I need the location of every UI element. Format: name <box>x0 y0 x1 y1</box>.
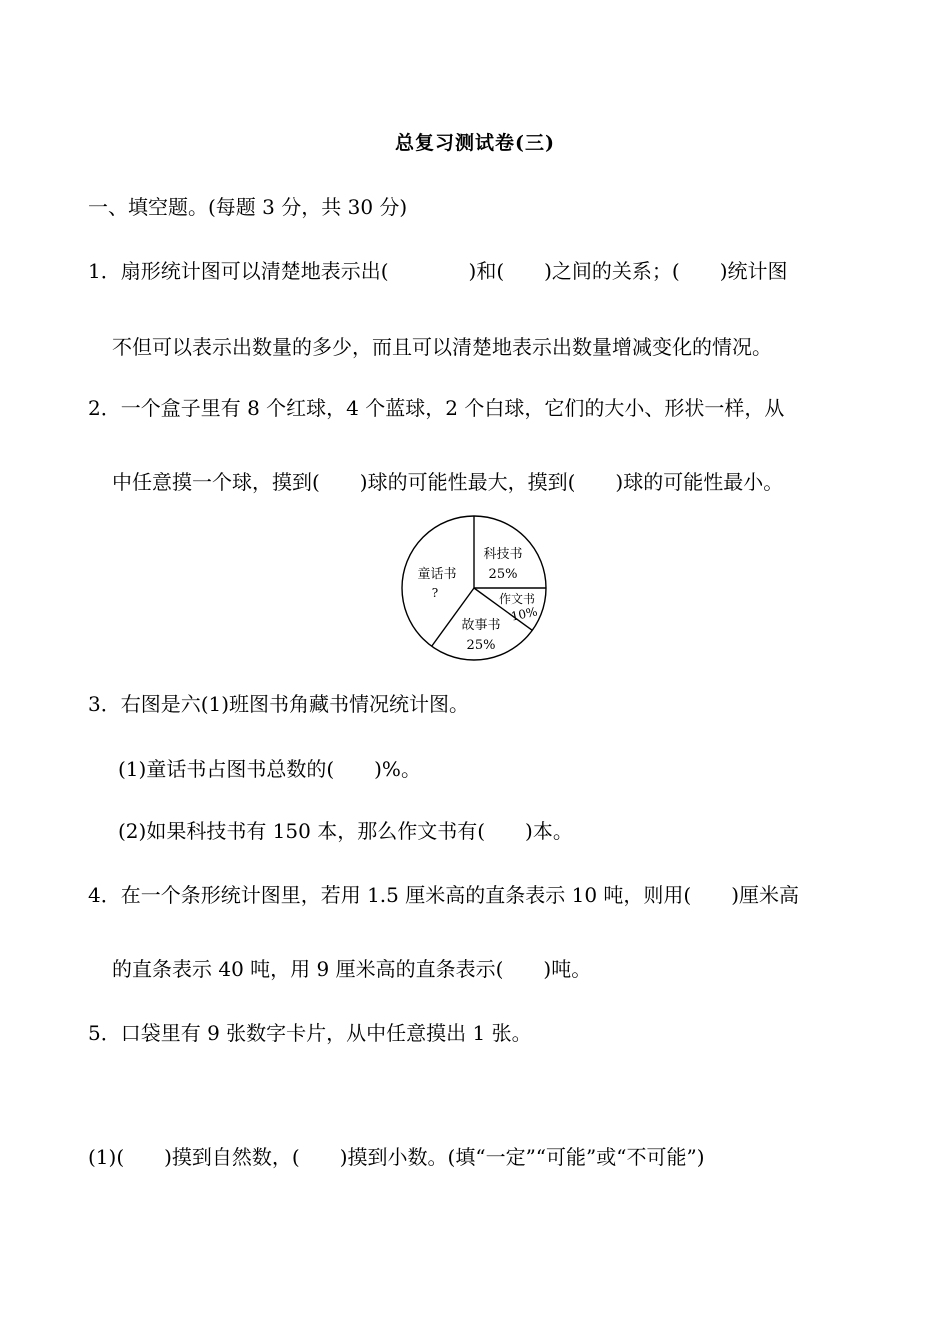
question-3-sub-1: (1)童话书占图书总数的( )%。 <box>118 757 421 781</box>
question-1-line-1: 1．扇形统计图可以清楚地表示出( )和( )之间的关系；( )统计图 <box>88 259 788 283</box>
pie-label-fairy-name: 童话书 <box>417 567 457 582</box>
question-4-line-2: 的直条表示 40 吨，用 9 厘米高的直条表示( )吨。 <box>112 957 592 981</box>
question-4-line-1: 4．在一个条形统计图里，若用 1.5 厘米高的直条表示 10 吨，则用( )厘米高 <box>88 883 800 907</box>
pie-label-story-name: 故事书 <box>461 618 501 633</box>
pie-label-science-name: 科技书 <box>483 547 523 562</box>
question-3-line-1: 3．右图是六(1)班图书角藏书情况统计图。 <box>88 692 470 716</box>
question-3-sub-2: (2)如果科技书有 150 本，那么作文书有( )本。 <box>118 819 573 843</box>
question-5-line-1: 5．口袋里有 9 张数字卡片，从中任意摸出 1 张。 <box>88 1021 532 1045</box>
pie-label-story-value: 25% <box>466 638 496 653</box>
page-title: 总复习测试卷(三) <box>395 132 555 154</box>
pie-label-fairy-value: ? <box>431 586 439 600</box>
question-2-line-1: 2．一个盒子里有 8 个红球，4 个蓝球，2 个白球，它们的大小、形状一样，从 <box>88 396 785 420</box>
question-1-line-2: 不但可以表示出数量的多少，而且可以清楚地表示出数量增减变化的情况。 <box>112 335 772 359</box>
pie-label-composition-name: 作文书 <box>498 592 536 606</box>
question-5-sub-1: (1)( )摸到自然数，( )摸到小数。(填“一定”“可能”或“不可能”) <box>88 1145 705 1169</box>
question-2-line-2: 中任意摸一个球，摸到( )球的可能性最大，摸到( )球的可能性最小。 <box>112 470 784 494</box>
pie-chart <box>395 512 555 667</box>
pie-label-composition-value: 10% <box>509 604 539 624</box>
pie-label-science-value: 25% <box>488 567 518 582</box>
section-heading: 一、填空题。(每题 3 分，共 30 分) <box>88 195 408 219</box>
